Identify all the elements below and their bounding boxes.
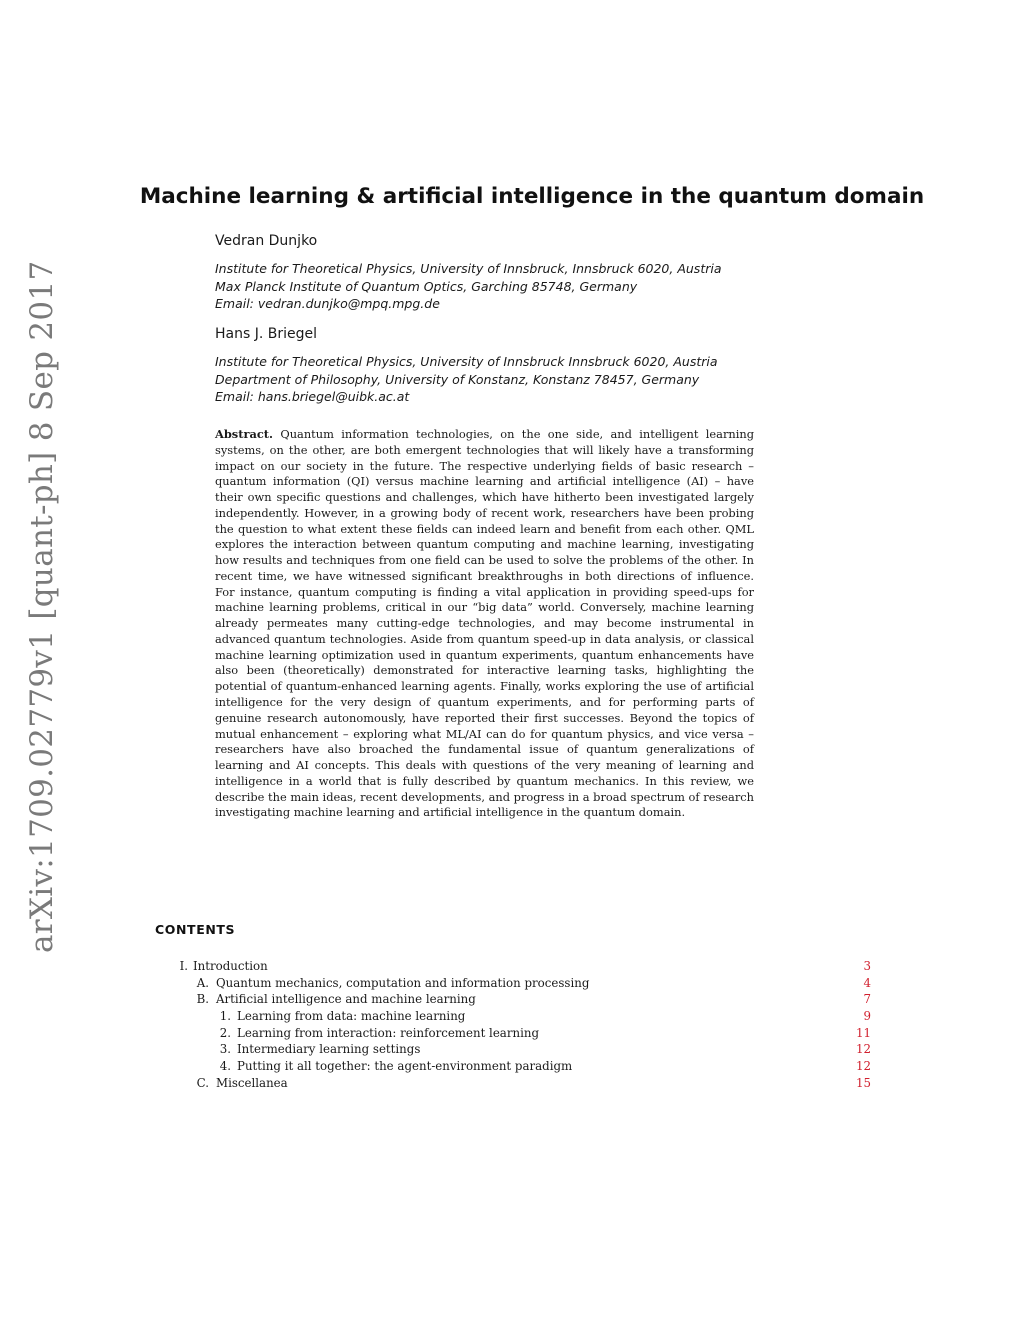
toc-title: Introduction xyxy=(193,959,268,973)
toc-entry[interactable] xyxy=(155,1008,871,1025)
toc-number: C. xyxy=(196,1075,209,1090)
toc-entry[interactable] xyxy=(155,1041,871,1058)
toc-entry[interactable] xyxy=(155,1058,871,1075)
toc-number: A. xyxy=(196,975,209,990)
author-name: Hans J. Briegel xyxy=(215,326,318,342)
toc-number: 4. xyxy=(219,1059,231,1074)
toc-page-link[interactable]: 3 xyxy=(863,959,871,973)
toc-number: 3. xyxy=(219,1042,231,1057)
author-email[interactable]: Email: hans.briegel@uibk.ac.at xyxy=(215,389,410,404)
paper-title: Machine learning & artificial intelligence in the quantum domain xyxy=(139,184,925,209)
abstract-text: Quantum information technologies, on the one side, and intelligent learning systems, on the other, are both emergent technologies that will likely have a transforming impact on our society in the future. The respective underlying fields of basic research – quantum information (QI) versus machine learning and artificial intelligence (AI) – have their own specific questions and challenges, which have hitherto been investigated largely independently. However, in a growing body of recent work, researchers have been probing the question to what extent these fields can indeed learn and benefit from each other. QML explores the interaction between quantum computing and machine learning, investigating how results and techniques from one field can be used to solve the problems of the other. In recent time, we have witnessed significant breakthroughs in both directions of influence. For instance, quantum computing is finding a vital application in providing speed-ups for machine learning problems, critical in our “big data” world. Conversely, machine learning already permeates many cutting-edge technologies, and may become instrumental in advanced quantum technologies. Aside from quantum speed-up in data analysis, or classical machine learning optimization used in quantum experiments, quantum enhancements have also been (theoretically) demonstrated for interactive learning tasks, highlighting the potential of quantum-enhanced learning agents. Finally, works exploring the use of artificial intelligence for the very design of quantum experiments, and for performing parts of genuine research autonomously, have reported their first successes. Beyond the topics of mutual enhancement – exploring what ML/AI can do for quantum physics, and vice versa – researchers have also broached the fundamental issue of quantum generalizations of learning and AI concepts. This deals with questions of the very meaning of learning and intelligence in a world that is fully described by quantum mechanics. In this review, we describe the main ideas, recent developments, and progress in a broad spectrum of research investigating machine learning and artificial intelligence in the quantum domain. xyxy=(215,427,754,820)
author-affiliations xyxy=(215,260,775,313)
abstract xyxy=(215,427,754,821)
author-name: Vedran Dunjko xyxy=(215,233,318,249)
affiliation-line: Department of Philosophy, University of Konstanz, Konstanz 78457, Germany xyxy=(215,371,700,387)
toc-entry[interactable] xyxy=(155,991,871,1008)
toc-entry[interactable] xyxy=(155,958,871,975)
contents-heading: CONTENTS xyxy=(155,922,236,937)
toc-page-link[interactable]: 7 xyxy=(863,992,871,1007)
toc-title: Intermediary learning settings xyxy=(237,1042,421,1057)
affiliation-line: Max Planck Institute of Quantum Optics, Garching 85748, Germany xyxy=(215,278,638,294)
toc-page-link[interactable]: 15 xyxy=(855,1075,871,1090)
toc-title: Quantum mechanics, computation and information processing xyxy=(216,975,590,990)
toc-number: B. xyxy=(196,992,209,1007)
affiliation-line: Institute for Theoretical Physics, University of Innsbruck Innsbruck 6020, Austria xyxy=(215,354,718,369)
author-email[interactable]: Email: vedran.dunjko@mpq.mpg.de xyxy=(215,296,440,311)
toc-number: 1. xyxy=(219,1009,231,1024)
toc-title: Artificial intelligence and machine learning xyxy=(216,992,476,1007)
toc-title: Learning from data: machine learning xyxy=(237,1009,466,1024)
author-affiliations xyxy=(215,353,775,406)
abstract-label: Abstract. xyxy=(215,427,274,441)
toc-number: I. xyxy=(179,959,188,973)
arxiv-side-stamp: arXiv:1709.02779v1 [quant-ph] 8 Sep 2017 xyxy=(24,260,60,953)
toc-title: Learning from interaction: reinforcement learning xyxy=(237,1025,540,1040)
toc-page-link[interactable]: 4 xyxy=(863,975,871,990)
toc-entry[interactable] xyxy=(155,975,871,992)
toc-title: Miscellanea xyxy=(216,1075,288,1090)
toc-title: Putting it all together: the agent-environment paradigm xyxy=(237,1059,573,1074)
toc-entry[interactable] xyxy=(155,1075,871,1092)
toc-page-link[interactable]: 11 xyxy=(855,1025,871,1040)
affiliation-line: Institute for Theoretical Physics, University of Innsbruck, Innsbruck 6020, Austria xyxy=(215,261,722,276)
toc-entry[interactable] xyxy=(155,1025,871,1042)
table-of-contents xyxy=(155,958,871,1092)
toc-number: 2. xyxy=(219,1025,231,1040)
toc-page-link[interactable]: 9 xyxy=(863,1009,871,1024)
toc-page-link[interactable]: 12 xyxy=(855,1042,871,1057)
toc-page-link[interactable]: 12 xyxy=(855,1059,871,1074)
